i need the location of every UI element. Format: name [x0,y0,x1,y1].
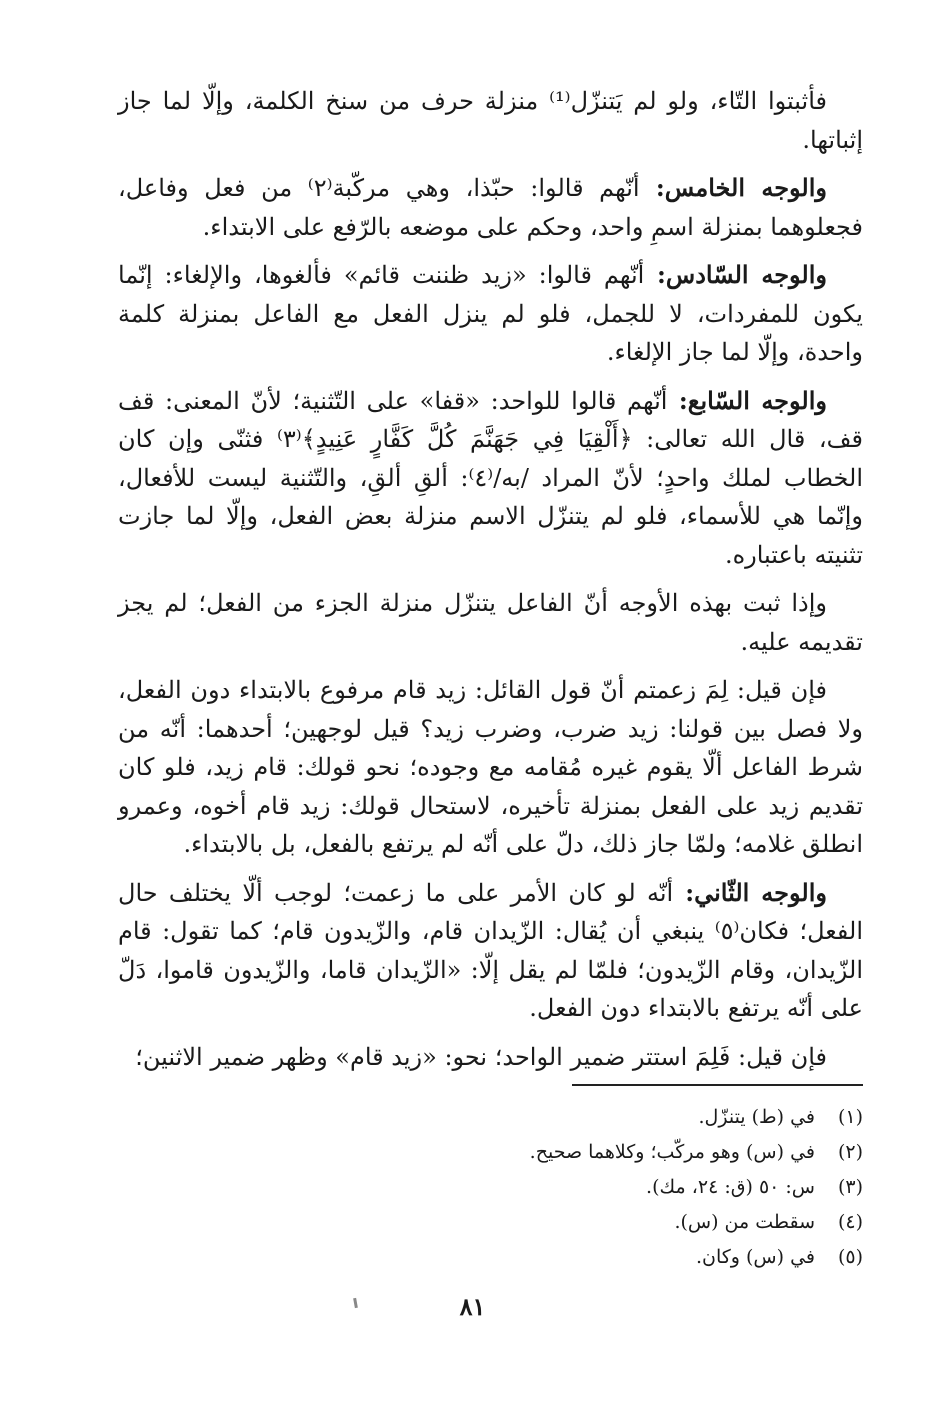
paragraph-8: فإن قيل: فَلِمَ استتر ضمير الواحد؛ نحو: «زيد قام» وظهر ضمير الاثنين؛ [135,1042,827,1071]
footnotes [300,1100,863,1275]
footnote-2: (٢)في (س) وهو مركّب؛ وكلاهما صحيح. [529,1141,863,1163]
paragraph-4: والوجه السّابع: أنّهم قالوا للواحد: «قفا» على التّثنية؛ لأنّ المعنى: قف قف، قال الله تعالى: ﴿أَلْقِيَا فِي جَهَنَّمَ كُلَّ كَفَّارٍ عَنِيدٍ﴾⁽٣⁾ فثنّى وإن كان الخطاب لملك واحدٍ؛ لأنّ المراد /به/⁽٤⁾: ألقِ ألقِ، والتّثنية ليست للأفعال، وإنّما هي للأسماء، فلو لم يتنزّل الاسم منزلة بعض الفعل، وإلّا لما جازت تثنيته باعتباره. [118,385,863,569]
footnote-1: (١)في (ط) يتنزّل. [698,1106,863,1128]
paragraph-6: فإن قيل: لِمَ زعمتم أنّ قول القائل: زيد قام مرفوع بالابتداء دون الفعل، ولا فصل بين قولنا: زيد ضرب، وضرب زيد؟ قيل لوجهين؛ أحدهما: أنّه من شرط الفاعل ألّا يقوم غيره مُقامه مع وجوده؛ نحو قولك: قام زيد، فلو كان تقديم زيد على الفعل بمنزلة تأخيره، لاستحال قولك: زيد قام أخوه، وعمرو انطلق غلامه؛ ولمّا جاز ذلك، دلّ على أنّه لم يرتفع بالفعل، بل بالابتداء. [118,676,863,858]
paragraph-1: فأثبتوا التّاء، ولو لم يَتنزّل⁽¹⁾ منزلة حرف من سنخ الكلمة، وإلّا لما جاز إثباتها. [118,87,863,154]
paragraph-5: وإذا ثبت بهذه الأوجه أنّ الفاعل يتنزّل منزلة الجزء من الفعل؛ لم يجز تقديمه عليه. [118,589,863,656]
footnote-divider [572,1084,863,1086]
footnote-4: (٤)سقطت من (س). [674,1211,863,1233]
paragraph-2: والوجه الخامس: أنّهم قالوا: حبّذا، وهي مركّبة⁽٢⁾ من فعل وفاعل، فجعلوهما بمنزلة اسمِ واحد، وحكم على موضعه بالرّفع على الابتداء. [118,173,863,241]
paragraph-7: والوجه الثّاني: أنّه لو كان الأمر على ما زعمت؛ لوجب ألّا يختلف حال الفعل؛ فكان⁽٥⁾ ينبغي أن يُقال: الزّيدان قام، والزّيدون قام؛ كما تقول: قام الزّيدان، وقام الزّيدون؛ فلمّا لم يقل إلّا: «الزّيدان قاما، والزّيدون قاموا، دَلّ على أنّه يرتفع بالابتداء دون الفعل. [118,877,863,1022]
main-text [118,82,863,1086]
page-number: ٨١ [459,1292,486,1321]
paragraph-3: والوجه السّادس: أنّهم قالوا: «زيد ظننت قائم» فألغوها، والإلغاء: إنّما يكون للمفردات، لا للجمل، فلو لم ينزل الفعل مع الفاعل بمنزلة كلمة واحدة، وإلّا لما جاز الإلغاء. [118,260,863,366]
footnote-3: (٣)س: ٥٠ (ق: ٢٤، مك). [646,1176,863,1198]
footnote-5: (٥)في (س) وكان. [695,1246,863,1268]
